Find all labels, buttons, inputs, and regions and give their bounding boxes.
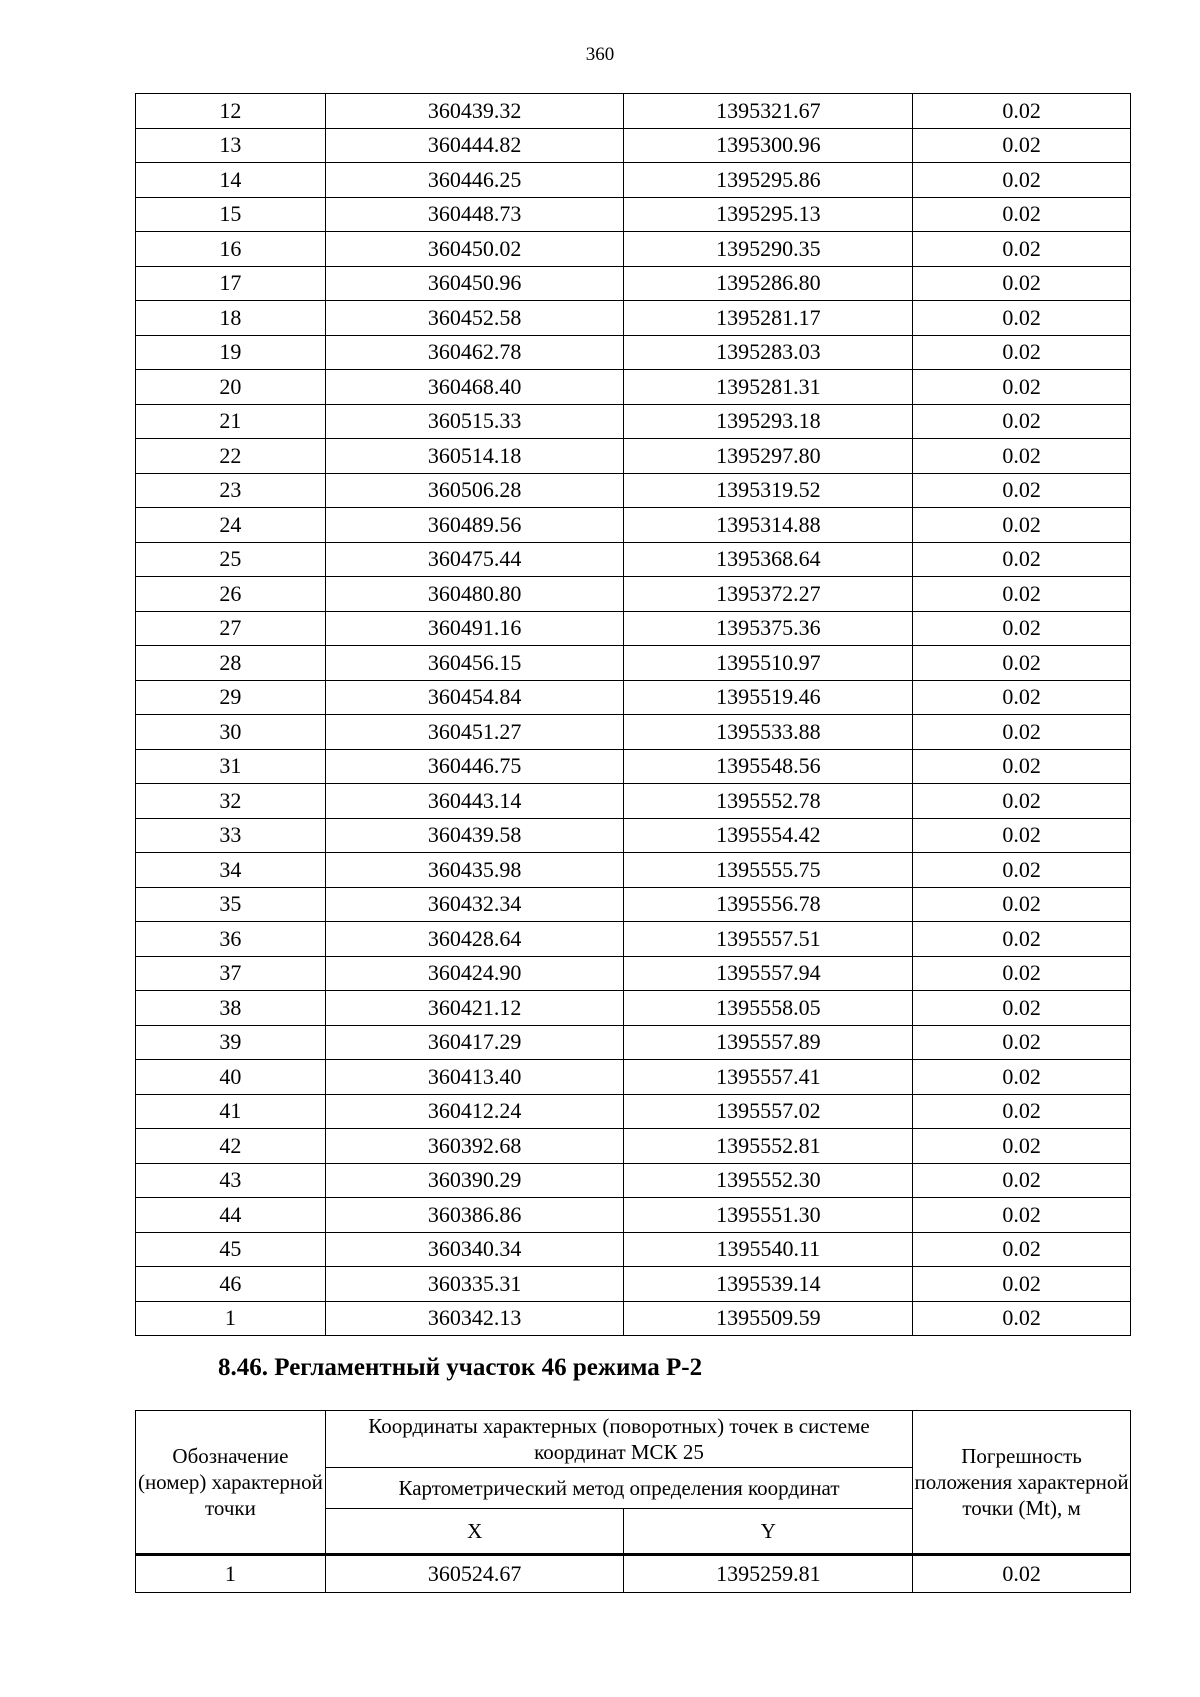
- table-header-row: [136, 1411, 1131, 1468]
- y-coordinate-cell: 1395321.67: [624, 94, 913, 129]
- point-number-cell: 15: [136, 197, 326, 232]
- header-x: X: [325, 1509, 624, 1555]
- point-number-cell: 46: [136, 1267, 326, 1302]
- x-coordinate-cell: 360444.82: [325, 128, 624, 163]
- table-row: [136, 611, 1131, 646]
- y-coordinate-cell: 1395558.05: [624, 991, 913, 1026]
- table-row: [136, 301, 1131, 336]
- table-row: [136, 163, 1131, 198]
- error-cell: 0.02: [913, 1232, 1131, 1267]
- point-number-cell: 1: [136, 1301, 326, 1336]
- y-coordinate-cell: 1395519.46: [624, 680, 913, 715]
- error-cell: 0.02: [913, 1198, 1131, 1233]
- table-row: [136, 853, 1131, 888]
- y-coordinate-cell: 1395281.17: [624, 301, 913, 336]
- table-row: [136, 922, 1131, 957]
- x-coordinate-cell: 360489.56: [325, 508, 624, 543]
- x-coordinate-cell: 360335.31: [325, 1267, 624, 1302]
- x-coordinate-cell: 360340.34: [325, 1232, 624, 1267]
- x-coordinate-cell: 360515.33: [325, 404, 624, 439]
- table-row: [136, 1163, 1131, 1198]
- x-coordinate-cell: 360456.15: [325, 646, 624, 681]
- point-number-cell: 18: [136, 301, 326, 336]
- x-coordinate-cell: 360446.25: [325, 163, 624, 198]
- y-coordinate-cell: 1395295.86: [624, 163, 913, 198]
- y-coordinate-cell: 1395554.42: [624, 818, 913, 853]
- point-number-cell: 40: [136, 1060, 326, 1095]
- error-cell: 0.02: [913, 128, 1131, 163]
- point-number-cell: 37: [136, 956, 326, 991]
- x-coordinate-cell: 360412.24: [325, 1094, 624, 1129]
- table-row: [136, 956, 1131, 991]
- error-cell: 0.02: [913, 646, 1131, 681]
- x-coordinate-cell: 360439.32: [325, 94, 624, 129]
- error-cell: 0.02: [913, 404, 1131, 439]
- table-row: [136, 1094, 1131, 1129]
- table-row: [136, 1129, 1131, 1164]
- table-row: [136, 404, 1131, 439]
- y-coordinate-cell: 1395557.94: [624, 956, 913, 991]
- table-row: [136, 439, 1131, 474]
- point-number-cell: 23: [136, 473, 326, 508]
- table-row: [136, 128, 1131, 163]
- header-point-designation: Обозначение (номер) характерной точки: [136, 1411, 326, 1555]
- error-cell: 0.02: [913, 749, 1131, 784]
- x-coordinate-cell: 360454.84: [325, 680, 624, 715]
- y-coordinate-cell: 1395551.30: [624, 1198, 913, 1233]
- y-coordinate-cell: 1395293.18: [624, 404, 913, 439]
- error-cell: 0.02: [913, 370, 1131, 405]
- x-coordinate-cell: 360462.78: [325, 335, 624, 370]
- y-coordinate-cell: 1395557.02: [624, 1094, 913, 1129]
- point-number-cell: 36: [136, 922, 326, 957]
- header-y: Y: [624, 1509, 913, 1555]
- table-row: [136, 818, 1131, 853]
- x-coordinate-cell: 360450.96: [325, 266, 624, 301]
- coordinates-table-section-46: [135, 1410, 1131, 1593]
- coordinates-table-body: [136, 94, 1131, 1336]
- page-number: 360: [585, 44, 615, 65]
- error-cell: 0.02: [913, 94, 1131, 129]
- table-row: [136, 784, 1131, 819]
- error-cell: 0.02: [913, 439, 1131, 474]
- table-row: [136, 991, 1131, 1026]
- x-coordinate-cell: 360390.29: [325, 1163, 624, 1198]
- error-cell: 0.02: [913, 1094, 1131, 1129]
- point-number-cell: 25: [136, 542, 326, 577]
- point-number-cell: 42: [136, 1129, 326, 1164]
- point-number-cell: 1: [136, 1555, 326, 1593]
- x-coordinate-cell: 360475.44: [325, 542, 624, 577]
- x-coordinate-cell: 360428.64: [325, 922, 624, 957]
- x-coordinate-cell: 360417.29: [325, 1025, 624, 1060]
- table-row: [136, 715, 1131, 750]
- point-number-cell: 22: [136, 439, 326, 474]
- error-cell: 0.02: [913, 784, 1131, 819]
- point-number-cell: 21: [136, 404, 326, 439]
- table-row: [136, 508, 1131, 543]
- error-cell: 0.02: [913, 1301, 1131, 1336]
- table-row: [136, 370, 1131, 405]
- y-coordinate-cell: 1395290.35: [624, 232, 913, 267]
- error-cell: 0.02: [913, 197, 1131, 232]
- y-coordinate-cell: 1395557.51: [624, 922, 913, 957]
- error-cell: 0.02: [913, 680, 1131, 715]
- table-row: [136, 1232, 1131, 1267]
- x-coordinate-cell: 360439.58: [325, 818, 624, 853]
- x-coordinate-cell: 360450.02: [325, 232, 624, 267]
- y-coordinate-cell: 1395552.30: [624, 1163, 913, 1198]
- error-cell: 0.02: [913, 715, 1131, 750]
- y-coordinate-cell: 1395539.14: [624, 1267, 913, 1302]
- error-cell: 0.02: [913, 232, 1131, 267]
- y-coordinate-cell: 1395283.03: [624, 335, 913, 370]
- point-number-cell: 13: [136, 128, 326, 163]
- error-cell: 0.02: [913, 1163, 1131, 1198]
- coordinates-table-continued: [135, 93, 1131, 1336]
- x-coordinate-cell: 360421.12: [325, 991, 624, 1026]
- x-coordinate-cell: 360392.68: [325, 1129, 624, 1164]
- point-number-cell: 26: [136, 577, 326, 612]
- table-row: [136, 1198, 1131, 1233]
- header-coordinates-system: Координаты характерных (поворотных) точек в системе координат МСК 25: [325, 1411, 912, 1468]
- table-row: [136, 197, 1131, 232]
- error-cell: 0.02: [913, 818, 1131, 853]
- table-row: [136, 1060, 1131, 1095]
- point-number-cell: 24: [136, 508, 326, 543]
- error-cell: 0.02: [913, 1060, 1131, 1095]
- x-coordinate-cell: 360506.28: [325, 473, 624, 508]
- error-cell: 0.02: [913, 956, 1131, 991]
- y-coordinate-cell: 1395295.13: [624, 197, 913, 232]
- table-row: [136, 577, 1131, 612]
- y-coordinate-cell: 1395319.52: [624, 473, 913, 508]
- y-coordinate-cell: 1395552.81: [624, 1129, 913, 1164]
- point-number-cell: 43: [136, 1163, 326, 1198]
- y-coordinate-cell: 1395548.56: [624, 749, 913, 784]
- point-number-cell: 30: [136, 715, 326, 750]
- error-cell: 0.02: [913, 1555, 1131, 1593]
- x-coordinate-cell: 360424.90: [325, 956, 624, 991]
- y-coordinate-cell: 1395557.89: [624, 1025, 913, 1060]
- point-number-cell: 29: [136, 680, 326, 715]
- y-coordinate-cell: 1395375.36: [624, 611, 913, 646]
- point-number-cell: 27: [136, 611, 326, 646]
- x-coordinate-cell: 360491.16: [325, 611, 624, 646]
- x-coordinate-cell: 360386.86: [325, 1198, 624, 1233]
- y-coordinate-cell: 1395300.96: [624, 128, 913, 163]
- point-number-cell: 38: [136, 991, 326, 1026]
- x-coordinate-cell: 360443.14: [325, 784, 624, 819]
- point-number-cell: 19: [136, 335, 326, 370]
- error-cell: 0.02: [913, 301, 1131, 336]
- table-row: [136, 232, 1131, 267]
- x-coordinate-cell: 360514.18: [325, 439, 624, 474]
- point-number-cell: 39: [136, 1025, 326, 1060]
- y-coordinate-cell: 1395533.88: [624, 715, 913, 750]
- x-coordinate-cell: 360524.67: [325, 1555, 624, 1593]
- error-cell: 0.02: [913, 335, 1131, 370]
- point-number-cell: 20: [136, 370, 326, 405]
- error-cell: 0.02: [913, 266, 1131, 301]
- error-cell: 0.02: [913, 611, 1131, 646]
- point-number-cell: 33: [136, 818, 326, 853]
- table-row: [136, 1025, 1131, 1060]
- table-row: [136, 1267, 1131, 1302]
- header-method: Картометрический метод определения координат: [325, 1468, 912, 1509]
- table-row: [136, 94, 1131, 129]
- table-row: [136, 542, 1131, 577]
- point-number-cell: 28: [136, 646, 326, 681]
- point-number-cell: 32: [136, 784, 326, 819]
- error-cell: 0.02: [913, 542, 1131, 577]
- error-cell: 0.02: [913, 887, 1131, 922]
- point-number-cell: 44: [136, 1198, 326, 1233]
- error-cell: 0.02: [913, 473, 1131, 508]
- y-coordinate-cell: 1395372.27: [624, 577, 913, 612]
- y-coordinate-cell: 1395552.78: [624, 784, 913, 819]
- x-coordinate-cell: 360432.34: [325, 887, 624, 922]
- x-coordinate-cell: 360446.75: [325, 749, 624, 784]
- x-coordinate-cell: 360413.40: [325, 1060, 624, 1095]
- y-coordinate-cell: 1395297.80: [624, 439, 913, 474]
- table-row: [136, 1301, 1131, 1336]
- point-number-cell: 35: [136, 887, 326, 922]
- y-coordinate-cell: 1395259.81: [624, 1555, 913, 1593]
- table-row: [136, 335, 1131, 370]
- point-number-cell: 17: [136, 266, 326, 301]
- y-coordinate-cell: 1395368.64: [624, 542, 913, 577]
- y-coordinate-cell: 1395540.11: [624, 1232, 913, 1267]
- y-coordinate-cell: 1395509.59: [624, 1301, 913, 1336]
- point-number-cell: 16: [136, 232, 326, 267]
- y-coordinate-cell: 1395510.97: [624, 646, 913, 681]
- table-row: [136, 473, 1131, 508]
- y-coordinate-cell: 1395286.80: [624, 266, 913, 301]
- x-coordinate-cell: 360468.40: [325, 370, 624, 405]
- table-row: [136, 887, 1131, 922]
- error-cell: 0.02: [913, 1025, 1131, 1060]
- y-coordinate-cell: 1395314.88: [624, 508, 913, 543]
- error-cell: 0.02: [913, 1129, 1131, 1164]
- error-cell: 0.02: [913, 577, 1131, 612]
- table-row: [136, 646, 1131, 681]
- y-coordinate-cell: 1395555.75: [624, 853, 913, 888]
- table-row: [136, 680, 1131, 715]
- table-row: [136, 266, 1131, 301]
- point-number-cell: 45: [136, 1232, 326, 1267]
- section-heading: 8.46. Регламентный участок 46 режима Р-2: [218, 1354, 703, 1381]
- point-number-cell: 31: [136, 749, 326, 784]
- error-cell: 0.02: [913, 991, 1131, 1026]
- error-cell: 0.02: [913, 853, 1131, 888]
- error-cell: 0.02: [913, 163, 1131, 198]
- point-number-cell: 14: [136, 163, 326, 198]
- x-coordinate-cell: 360448.73: [325, 197, 624, 232]
- x-coordinate-cell: 360451.27: [325, 715, 624, 750]
- y-coordinate-cell: 1395556.78: [624, 887, 913, 922]
- table-row: [136, 1555, 1131, 1593]
- y-coordinate-cell: 1395281.31: [624, 370, 913, 405]
- point-number-cell: 34: [136, 853, 326, 888]
- x-coordinate-cell: 360342.13: [325, 1301, 624, 1336]
- x-coordinate-cell: 360480.80: [325, 577, 624, 612]
- x-coordinate-cell: 360435.98: [325, 853, 624, 888]
- point-number-cell: 12: [136, 94, 326, 129]
- x-coordinate-cell: 360452.58: [325, 301, 624, 336]
- table-row: [136, 749, 1131, 784]
- error-cell: 0.02: [913, 508, 1131, 543]
- header-position-error: Погрешность положения характерной точки (Mt), м: [913, 1411, 1131, 1555]
- y-coordinate-cell: 1395557.41: [624, 1060, 913, 1095]
- point-number-cell: 41: [136, 1094, 326, 1129]
- error-cell: 0.02: [913, 1267, 1131, 1302]
- error-cell: 0.02: [913, 922, 1131, 957]
